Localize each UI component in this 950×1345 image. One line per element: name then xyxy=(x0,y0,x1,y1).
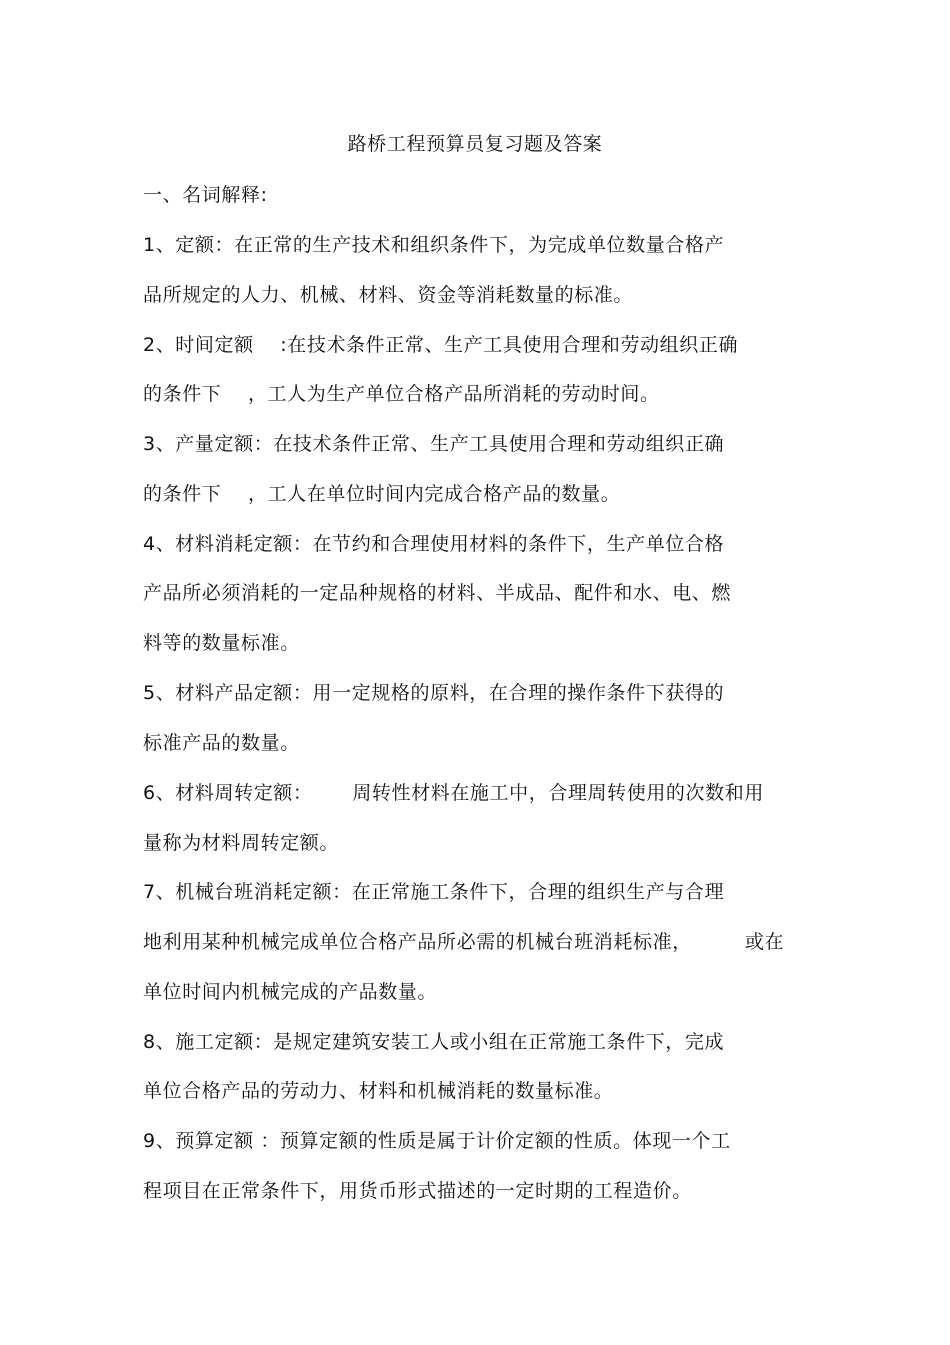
text-line: 4、材料消耗定额：在节约和合理使用材料的条件下，生产单位合格 xyxy=(143,533,725,555)
section-heading: 一、名词解释: xyxy=(143,184,268,206)
text-line: 3、产量定额：在技术条件正常、生产工具使用合理和劳动组织正确 xyxy=(143,433,725,455)
text-line: 地利用某种机械完成单位合格产品所必需的机械台班消耗标准， 或在 xyxy=(143,931,785,953)
text-line: 程项目在正常条件下，用货币形式描述的一定时期的工程造价。 xyxy=(143,1180,692,1202)
text-line: 2、时间定额 :在技术条件正常、生产工具使用合理和劳动组织正确 xyxy=(143,334,739,356)
text-line: 5、材料产品定额：用一定规格的原料，在合理的操作条件下获得的 xyxy=(143,682,725,704)
text-line: 7、机械台班消耗定额：在正常施工条件下，合理的组织生产与合理 xyxy=(143,881,725,903)
text-line: 单位合格产品的劳动力、材料和机械消耗的数量标准。 xyxy=(143,1080,614,1102)
text-line: 的条件下 ，工人为生产单位合格产品所消耗的劳动时间。 xyxy=(143,383,660,405)
text-line: 产品所必须消耗的一定品种规格的材料、半成品、配件和水、电、燃 xyxy=(143,582,732,604)
text-line: 6、材料周转定额： 周转性材料在施工中，合理周转使用的次数和用 xyxy=(143,782,764,804)
text-line: 9、预算定额 ：预算定额的性质是属于计价定额的性质。体现一个工 xyxy=(143,1130,731,1152)
text-line: 的条件下 ，工人在单位时间内完成合格产品的数量。 xyxy=(143,483,621,505)
text-line: 量称为材料周转定额。 xyxy=(143,832,340,854)
text-line: 1、定额：在正常的生产技术和组织条件下，为完成单位数量合格产 xyxy=(143,234,725,256)
document-title: 路桥工程预算员复习题及答案 xyxy=(347,133,603,155)
text-line: 8、施工定额：是规定建筑安装工人或小组在正常施工条件下，完成 xyxy=(143,1031,725,1053)
text-line: 标准产品的数量。 xyxy=(143,732,300,754)
text-line: 单位时间内机械完成的产品数量。 xyxy=(143,981,438,1003)
text-line: 料等的数量标准。 xyxy=(143,632,300,654)
text-line: 品所规定的人力、机械、材料、资金等消耗数量的标准。 xyxy=(143,284,634,306)
